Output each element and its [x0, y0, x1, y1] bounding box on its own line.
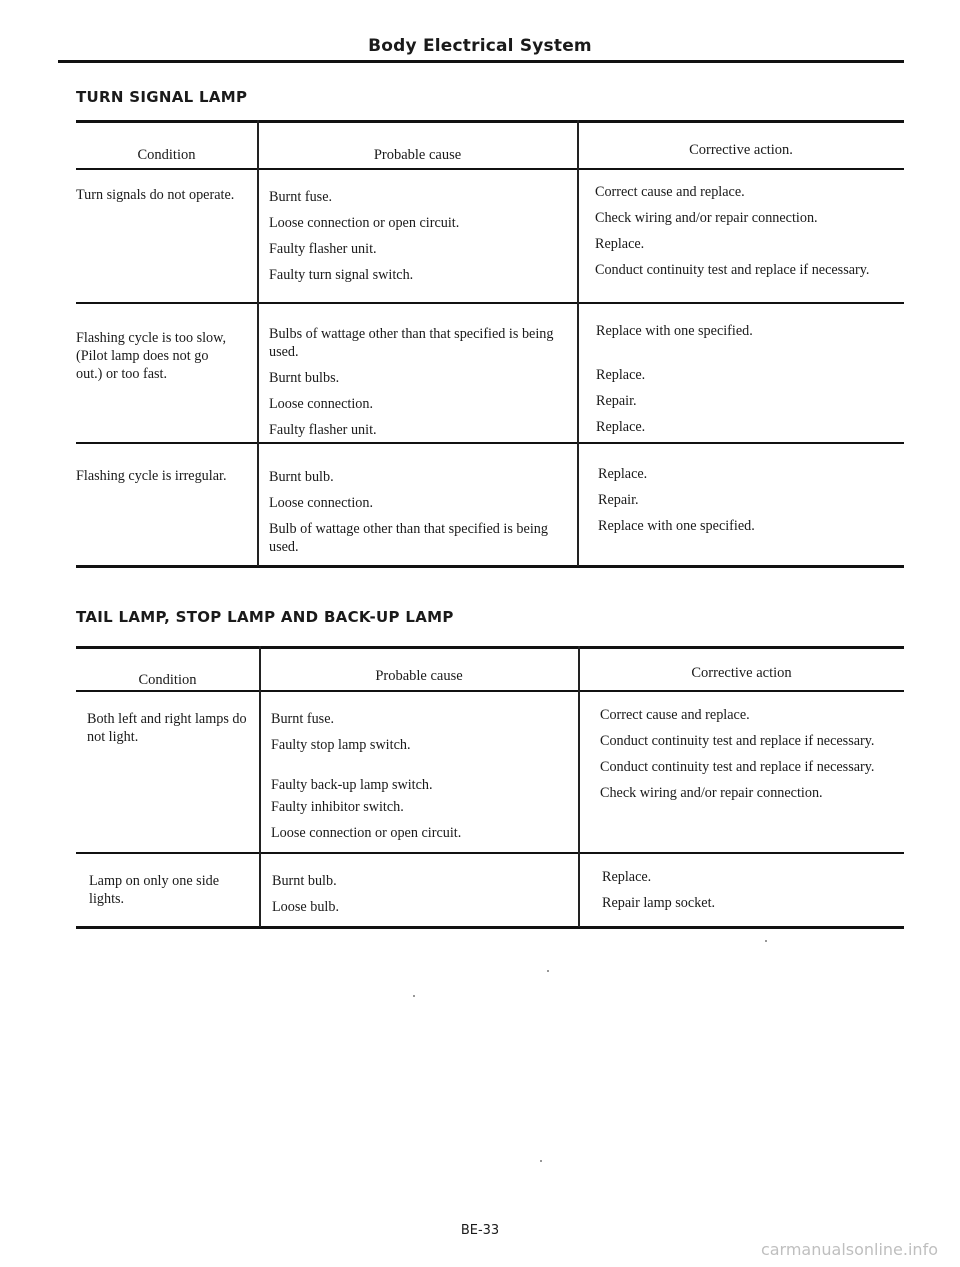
cause-item: Faulty flasher unit. [269, 241, 377, 257]
cause-cell [272, 872, 572, 924]
condition-cell: Turn signals do not operate. [76, 187, 235, 203]
action-item: Replace with one specified. [596, 323, 753, 339]
cause-item: Burnt fuse. [269, 189, 333, 205]
cause-cell [269, 188, 569, 292]
table-bottom-rule [76, 565, 904, 568]
cause-item: Faulty back-up lamp switch. [271, 777, 433, 793]
cause-item: Burnt bulbs. [269, 370, 340, 386]
column-divider [578, 646, 580, 927]
cause-item: Faulty flasher unit. [269, 422, 377, 438]
column-header-corrective-action: Corrective action [691, 665, 792, 681]
table-top-rule [76, 120, 904, 123]
action-cell [600, 706, 900, 810]
row-divider [76, 852, 904, 854]
table-top-rule [76, 646, 904, 649]
page-title: Body Electrical System [368, 36, 592, 56]
action-item: Conduct continuity test and replace if necessary. [600, 733, 875, 749]
cause-item: Burnt fuse. [271, 711, 335, 727]
action-item: Conduct continuity test and replace if necessary. [595, 262, 870, 278]
action-item: Repair lamp socket. [602, 895, 716, 911]
header-bottom-rule [76, 168, 904, 170]
column-divider [259, 646, 261, 927]
column-divider [257, 120, 259, 566]
cause-cell [269, 325, 569, 447]
cause-item: Bulb of wattage other than that specified is being used. [269, 521, 548, 555]
table-bottom-rule [76, 926, 904, 929]
cause-cell [269, 468, 569, 564]
header-rule [58, 60, 904, 63]
action-item: Replace. [596, 367, 646, 383]
condition-cell: Lamp on only one side lights. [89, 873, 220, 907]
action-item: Replace. [595, 236, 645, 252]
cause-item: Loose connection or open circuit. [269, 215, 460, 231]
cause-cell [271, 710, 571, 850]
cause-item: Faulty inhibitor switch. [271, 799, 404, 815]
cause-item: Bulbs of wattage other than that specified is being used. [269, 326, 554, 360]
column-header-condition: Condition [137, 147, 196, 163]
action-item: Repair. [598, 492, 639, 508]
cause-item: Burnt bulb. [272, 873, 337, 889]
row-divider [76, 302, 904, 304]
action-cell [596, 322, 896, 444]
turn-signal-table [76, 120, 904, 570]
column-header-condition: Condition [138, 672, 197, 688]
cause-item: Faulty stop lamp switch. [271, 737, 411, 753]
action-item: Check wiring and/or repair connection. [595, 210, 818, 226]
header-bottom-rule [76, 690, 904, 692]
column-divider [577, 120, 579, 566]
action-cell [598, 465, 898, 543]
action-item: Replace with one specified. [598, 518, 755, 534]
cause-item: Burnt bulb. [269, 469, 334, 485]
action-item: Repair. [596, 393, 637, 409]
action-item: Correct cause and replace. [595, 184, 745, 200]
action-item: Replace. [596, 419, 646, 435]
action-item: Conduct continuity test and replace if necessary. [600, 759, 875, 775]
condition-cell: Both left and right lamps do not light. [87, 711, 247, 745]
action-cell [602, 868, 902, 920]
condition-cell: Flashing cycle is irregular. [76, 468, 227, 484]
cause-item: Loose connection. [269, 396, 374, 412]
scan-speck [765, 940, 767, 942]
page-number: BE-33 [460, 1223, 500, 1238]
section-heading-turn-signal: TURN SIGNAL LAMP [76, 88, 248, 106]
cause-item: Loose connection or open circuit. [271, 825, 462, 841]
scan-speck [540, 1160, 542, 1162]
condition-cell: Flashing cycle is too slow, (Pilot lamp does not go out.) or too fast. [76, 330, 227, 382]
action-item: Replace. [598, 466, 648, 482]
column-header-probable-cause: Probable cause [373, 147, 462, 163]
cause-item: Loose bulb. [272, 899, 339, 915]
column-header-corrective-action: Corrective action. [689, 142, 793, 158]
action-item: Correct cause and replace. [600, 707, 750, 723]
action-item: Check wiring and/or repair connection. [600, 785, 823, 801]
scan-speck [413, 995, 415, 997]
cause-item: Loose connection. [269, 495, 374, 511]
watermark: carmanualsonline.info [760, 1240, 938, 1259]
action-item: Replace. [602, 869, 652, 885]
cause-item: Faulty turn signal switch. [269, 267, 414, 283]
scan-speck [547, 970, 549, 972]
column-header-probable-cause: Probable cause [375, 668, 463, 684]
section-heading-tail-stop-backup: TAIL LAMP, STOP LAMP AND BACK-UP LAMP [76, 608, 454, 626]
tail-stop-backup-table [76, 646, 904, 936]
action-cell [595, 183, 895, 287]
